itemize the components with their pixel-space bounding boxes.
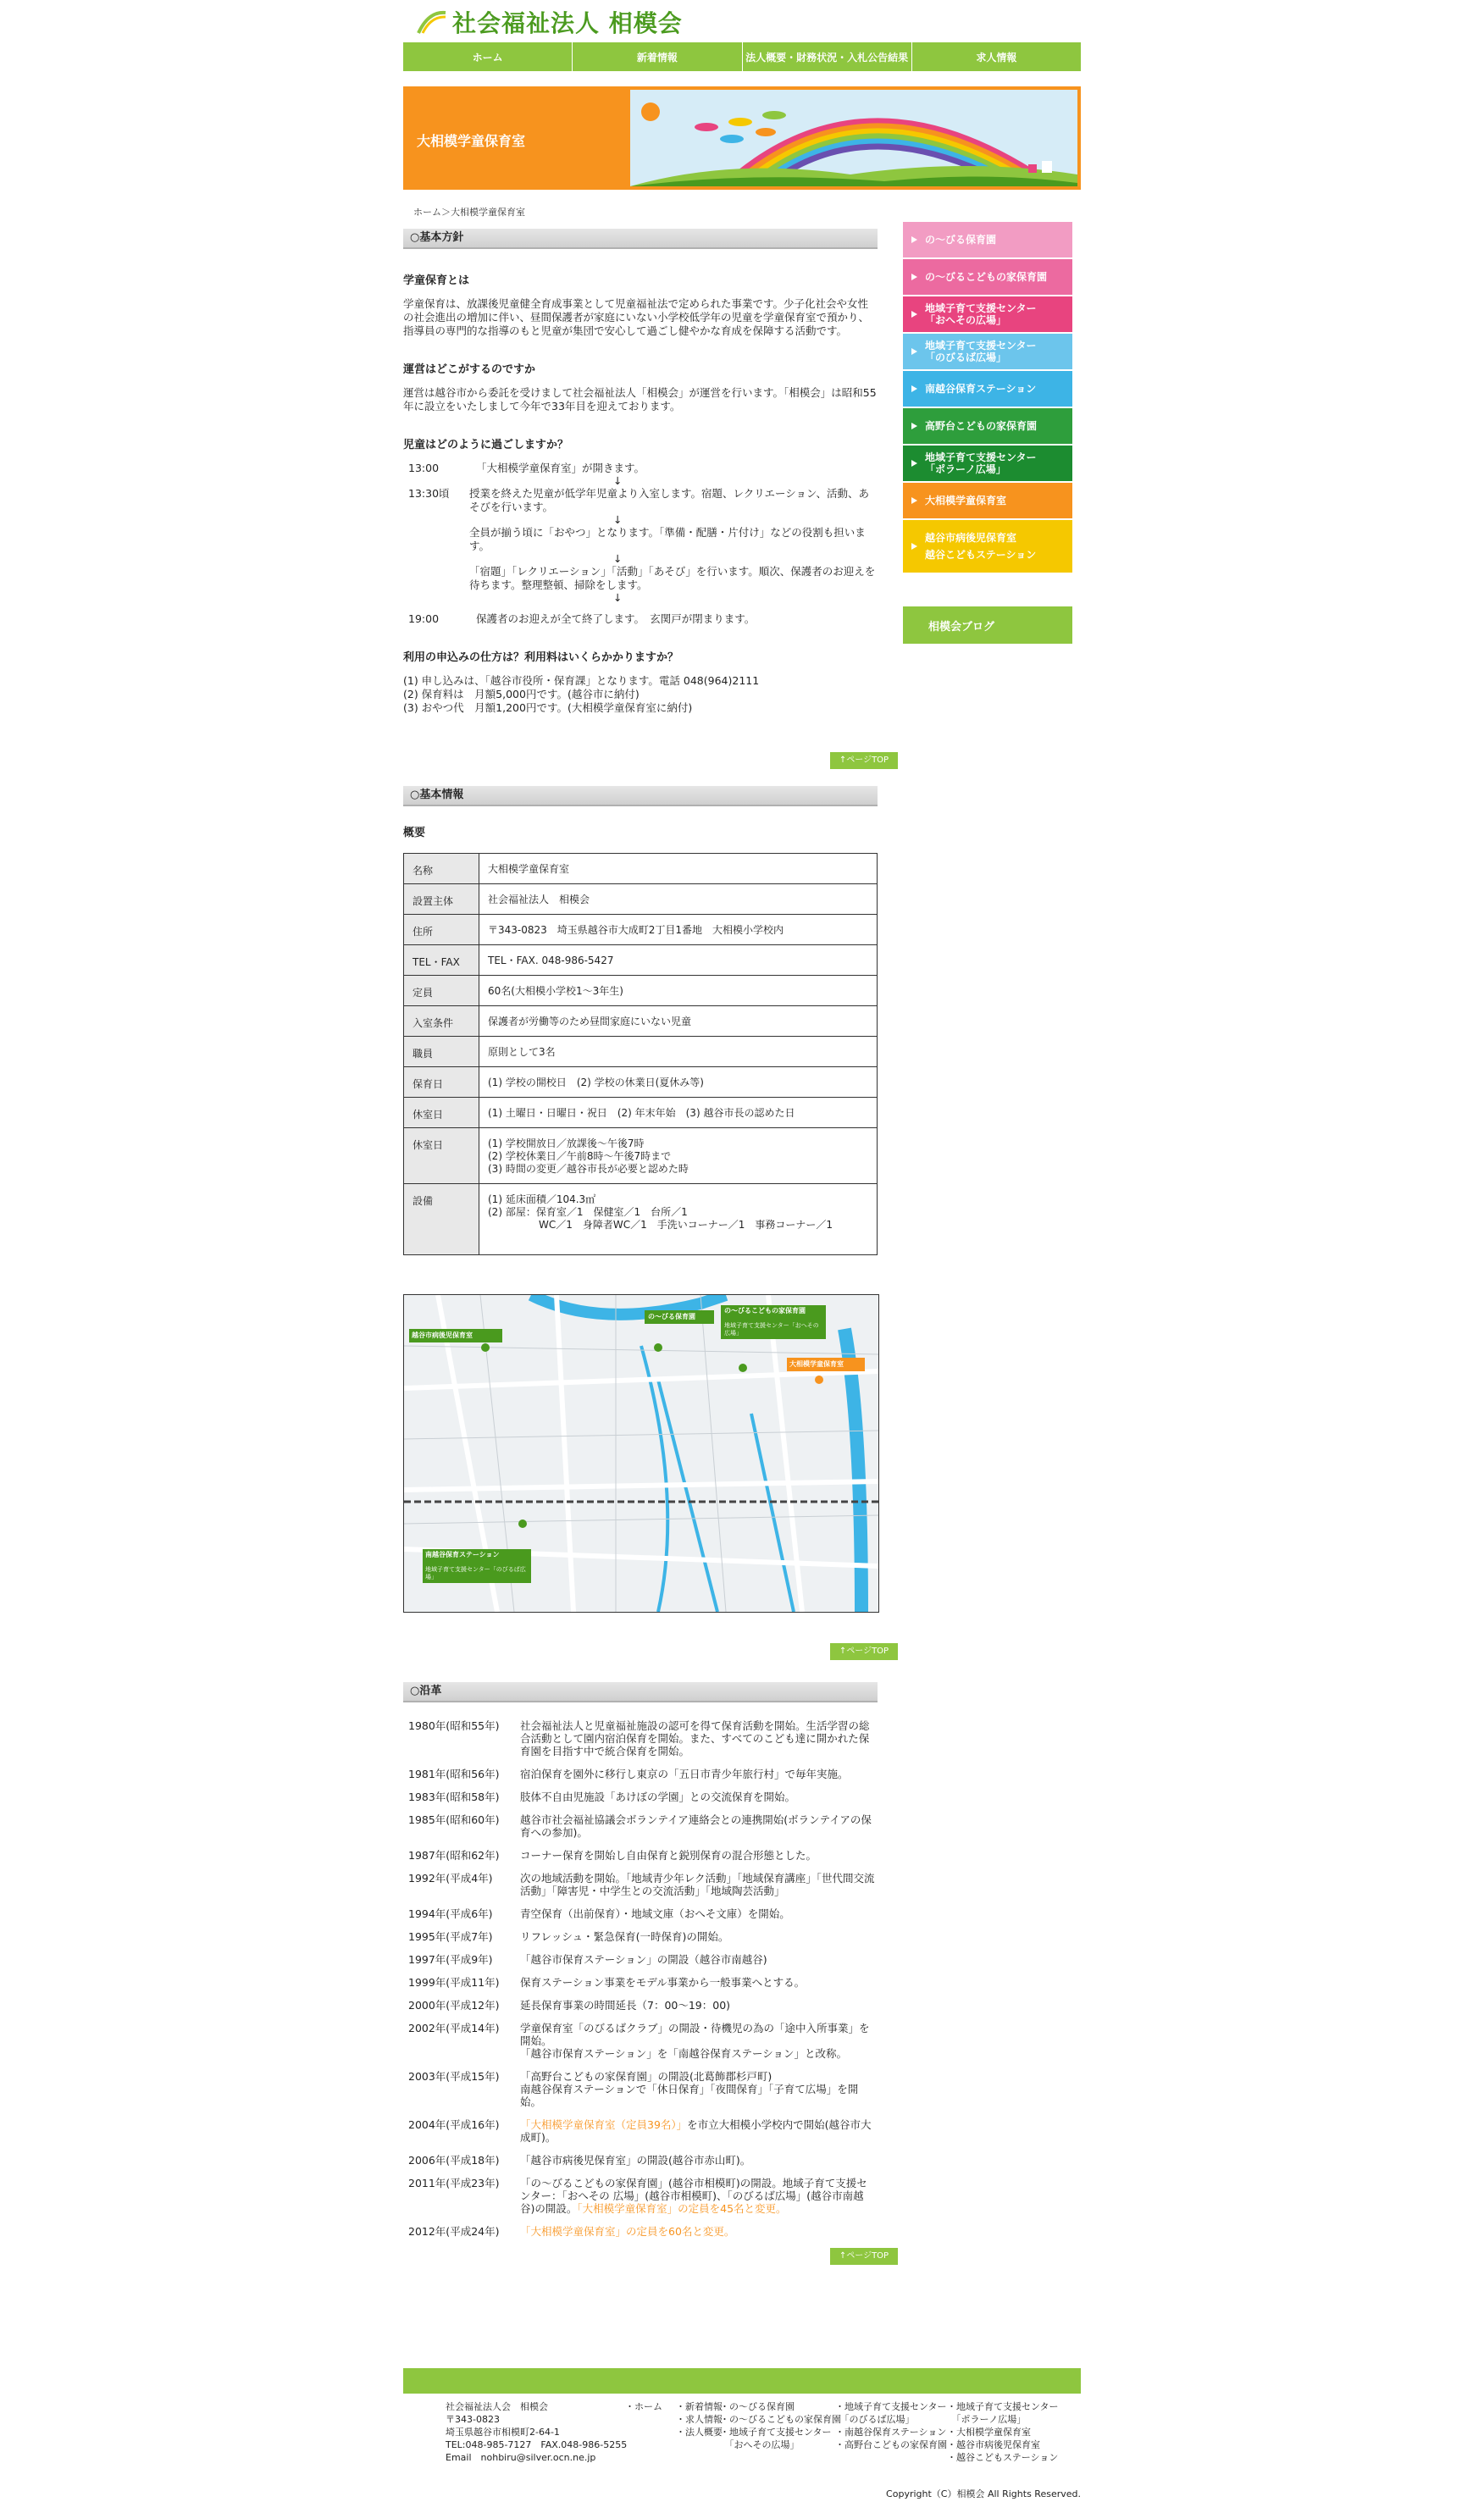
history-year: 2011年(平成23年) bbox=[408, 2177, 500, 2189]
footer-links-col1 bbox=[625, 2400, 662, 2413]
nav-about[interactable]: 法人概要・財務状況・入札公告結果 bbox=[743, 42, 912, 71]
nav-home[interactable]: ホーム bbox=[403, 42, 573, 71]
table-key: 設備 bbox=[404, 1184, 479, 1255]
fee-text: (3) おやつ代 月額1,200円です。(大相模学童保育室に納付) bbox=[403, 701, 693, 714]
history-year: 1992年(平成4年) bbox=[408, 1872, 493, 1885]
sidebar-item-polano[interactable] bbox=[903, 446, 1072, 483]
history-year: 2000年(平成12年) bbox=[408, 1999, 500, 2012]
history-year: 1980年(昭和55年) bbox=[408, 1719, 500, 1732]
sidebar-item-oheso[interactable] bbox=[903, 296, 1072, 334]
table-value: 社会福祉法人 相模会 bbox=[479, 884, 878, 915]
history-item bbox=[403, 1872, 878, 1897]
sidebar-item-label: 南越谷保育ステーション bbox=[925, 383, 1037, 395]
history-text: コーナー保育を開始し自由保育と鋭別保育の混合形態とした。 bbox=[520, 1849, 817, 1862]
arrow-down-icon: ↓ bbox=[613, 474, 623, 487]
arrow-down-icon: ↓ bbox=[613, 591, 623, 604]
rainbow-scene-icon bbox=[630, 90, 1077, 186]
table-value: 〒343-0823 埼玉県越谷市大成町2丁目1番地 大相模小学校内 bbox=[479, 915, 878, 945]
history-year: 1983年(昭和58年) bbox=[408, 1791, 500, 1803]
sidebar-item-label: の～びる保育園 bbox=[925, 234, 997, 246]
map-label: 南越谷保育ステーション bbox=[425, 1551, 500, 1558]
table-row bbox=[404, 1184, 878, 1255]
history-text: 「の～びるこどもの家保育園」(越谷市相模町)の開設。地域子育て支援センター：「おへその 広場」(越谷市相模町)、「のびるば広場」(越谷市南越谷)の開設。 bbox=[520, 2177, 867, 2215]
site-logo[interactable] bbox=[417, 5, 683, 39]
section-heading-history: ○沿革 bbox=[403, 1682, 878, 1702]
schedule-time: 13:00 bbox=[408, 462, 440, 474]
hero-rainbow-illustration bbox=[630, 90, 1077, 186]
footer-link[interactable]: ・求人情報 bbox=[676, 2414, 723, 2425]
sidebar-item-noobiru[interactable] bbox=[903, 222, 1072, 259]
history-item bbox=[403, 1719, 878, 1757]
table-row bbox=[404, 915, 878, 945]
history-highlight: 「大相模学童保育室」の定員を45名と変更。 bbox=[577, 2202, 787, 2215]
history-year: 2012年(平成24年) bbox=[408, 2225, 500, 2238]
history-year: 2004年(平成16年) bbox=[408, 2118, 500, 2131]
sidebar-item-label: 地域子育て支援センター 「おへその広場」 bbox=[925, 302, 1037, 326]
history-text: リフレッシュ・緊急保育(一時保育)の開始。 bbox=[520, 1930, 729, 1943]
footer-address bbox=[446, 2400, 627, 2464]
history-item bbox=[403, 2154, 878, 2167]
breadcrumb: ホーム＞大相模学童保育室 bbox=[413, 207, 525, 218]
schedule-text: 「宿題」「レクリエーション」「活動」「あそび」を行います。順次、保護者のお迎えを待ちます。整理整頓、掃除をします。 bbox=[469, 565, 876, 591]
history-text: 「高野台こどもの家保育園」の開設(北葛飾郡杉戸町) 南越谷保育ステーションで「休日保育」「夜間保育」「子育て広場」を開始。 bbox=[520, 2070, 859, 2108]
schedule-time: 19:00 bbox=[408, 612, 440, 625]
history-text: 保育ステーション事業をモデル事業から一般事業へとする。 bbox=[520, 1976, 806, 1989]
table-value: (1) 延床面積／104.3㎡ (2) 部屋：保育室／1 保健室／1 台所／1 WC／1 身障者WC／1 手洗いコーナー／1 事務コーナー／1 bbox=[479, 1184, 878, 1255]
table-row bbox=[404, 854, 878, 884]
map-label: 地域子育て支援センター「おへその広場」 bbox=[724, 1322, 819, 1337]
answer-text: 運営は越谷市から委託を受けまして社会福祉法人「相模会」が運営を行います。「相模会」は昭和55年に設立をいたしまして今年で33年目を迎えております。 bbox=[403, 386, 877, 412]
table-row bbox=[404, 976, 878, 1006]
table-key: TEL・FAX bbox=[404, 945, 479, 976]
history-text: 次の地域活動を開始。「地域青少年レク活動」「地域保育講座」「世代間交流活動」「障害児・中学生との交流活動」「地域陶芸活動」 bbox=[520, 1872, 875, 1897]
footer-link[interactable]: ・高野台こどもの家保育園 bbox=[835, 2439, 947, 2450]
table-key: 職員 bbox=[404, 1037, 479, 1067]
table-value: 60名(大相模小学校1～3年生) bbox=[479, 976, 878, 1006]
history-year: 2003年(平成15年) bbox=[408, 2070, 500, 2083]
question-heading: 運営はどこがするのですか bbox=[403, 363, 536, 376]
sidebar-item-oosagami[interactable] bbox=[903, 483, 1072, 520]
footer-links-col3 bbox=[720, 2400, 841, 2451]
sidebar-item-takanodai[interactable] bbox=[903, 408, 1072, 446]
footer-link[interactable]: ・越谷こどもステーション bbox=[947, 2452, 1059, 2463]
daily-schedule bbox=[403, 462, 878, 626]
history-year: 1987年(昭和62年) bbox=[408, 1849, 500, 1862]
sidebar-nav bbox=[903, 222, 1072, 644]
sidebar-item-byougoji[interactable] bbox=[903, 520, 1072, 574]
footer-phone: TEL:048-985-7127 FAX.048-986-5255 bbox=[446, 2439, 628, 2450]
rainbow-logo-icon bbox=[417, 9, 447, 35]
page-top-button[interactable]: ↑ページTOP bbox=[830, 2248, 898, 2265]
page-top-button[interactable]: ↑ページTOP bbox=[830, 1643, 898, 1660]
footer-link[interactable]: ・南越谷保育ステーション bbox=[835, 2427, 947, 2438]
arrow-down-icon: ↓ bbox=[613, 552, 623, 565]
schedule-text: 授業を終えた児童が低学年児童より入室します。宿題、レクリエーション、活動、あそびを行います。 bbox=[469, 487, 870, 513]
info-table bbox=[403, 853, 878, 1255]
table-row bbox=[404, 1037, 878, 1067]
history-text: 青空保育（出前保育）・地域文庫（おへそ文庫）を開始。 bbox=[520, 1907, 790, 1920]
history-text: 宿泊保育を園外に移行し東京の「五日市青少年旅行村」で毎年実施。 bbox=[520, 1768, 849, 1780]
footer-links-col5 bbox=[947, 2400, 1059, 2464]
footer-link[interactable]: ・新着情報 bbox=[676, 2401, 723, 2412]
history-item bbox=[403, 1849, 878, 1862]
footer-link[interactable]: ・ホーム bbox=[625, 2401, 662, 2412]
table-key: 入室条件 bbox=[404, 1006, 479, 1037]
sidebar-item-label: 越谷市病後児保育室 越谷こどもステーション bbox=[925, 532, 1037, 561]
history-text: 延長保育事業の時間延長（7：00～19：00) bbox=[520, 1999, 731, 2012]
info-subheading: 概要 bbox=[403, 827, 426, 839]
table-key: 定員 bbox=[404, 976, 479, 1006]
sidebar-item-noobiru-kodomo[interactable] bbox=[903, 259, 1072, 296]
history-item bbox=[403, 1791, 878, 1803]
table-row bbox=[404, 1098, 878, 1128]
map-label: 越谷市病後児保育室 bbox=[412, 1331, 473, 1339]
footer-street: 埼玉県越谷市相模町2-64-1 bbox=[446, 2427, 560, 2438]
history-text: 「越谷市病後児保育室」の開設(越谷市赤山町)。 bbox=[520, 2154, 751, 2167]
site-logo-text: 社会福祉法人 相模会 bbox=[452, 9, 683, 37]
history-item bbox=[403, 1953, 878, 1966]
blog-banner-label: 相模会ブログ bbox=[928, 620, 995, 634]
table-key: 設置主体 bbox=[404, 884, 479, 915]
sidebar-item-label: 大相模学童保育室 bbox=[925, 495, 1007, 506]
table-key: 休室日 bbox=[404, 1128, 479, 1184]
table-value: (1) 学校開放日／放課後～午後7時 (2) 学校休業日／午前8時～午後7時まで (3) 時間の変更／越谷市長が必要と認めた時 bbox=[479, 1128, 878, 1184]
schedule-text: 保護者のお迎えが全て終了します。 玄関戸が閉まります。 bbox=[476, 612, 756, 625]
history-item bbox=[403, 2022, 878, 2060]
area-map[interactable] bbox=[403, 1294, 879, 1613]
question-heading: 児童はどのように過ごしますか？ bbox=[403, 439, 569, 451]
table-key: 休室日 bbox=[404, 1098, 479, 1128]
nav-recruit[interactable]: 求人情報 bbox=[976, 51, 1017, 64]
history-item bbox=[403, 2070, 878, 2108]
history-item bbox=[403, 1976, 878, 1989]
table-value: (1) 学校の開校日 (2) 学校の休業日(夏休み等) bbox=[479, 1067, 878, 1098]
history-list bbox=[403, 1719, 878, 2238]
history-year: 1997年(平成9年) bbox=[408, 1953, 493, 1966]
blog-banner[interactable] bbox=[903, 606, 1072, 644]
history-year: 1994年(平成6年) bbox=[408, 1907, 493, 1920]
table-key: 名称 bbox=[404, 854, 479, 884]
hero-title: 大相模学童保育室 bbox=[417, 133, 526, 149]
arrow-down-icon: ↓ bbox=[613, 513, 623, 526]
table-value: TEL・FAX. 048-986-5427 bbox=[479, 945, 878, 976]
sidebar-item-label: の～びるこどもの家保育園 bbox=[925, 271, 1048, 283]
table-value: 原則として3名 bbox=[479, 1037, 878, 1067]
section-heading-info: ○基本情報 bbox=[403, 786, 878, 806]
sidebar-item-label: 地域子育て支援センター 「のびるば広場」 bbox=[925, 340, 1037, 363]
footer-email: Email nohbiru@silver.ocn.ne.jp bbox=[446, 2452, 596, 2463]
history-text: 社会福祉法人と児童福祉施設の認可を得て保育活動を開始。生活学習の総合活動として園内宿泊保育を開始。また、すべてのこども達に開かれた保育園を目指す中で統合保育を開始。 bbox=[520, 1719, 870, 1757]
history-text: 肢体不自由児施設「あけぼの学園」との交流保育を開始。 bbox=[520, 1791, 796, 1803]
footer-link[interactable]: ・の～びる保育園 bbox=[720, 2401, 795, 2412]
table-row bbox=[404, 945, 878, 976]
footer-link[interactable]: ・地域子育て支援センター 「ポラーノ広場」 bbox=[947, 2401, 1059, 2425]
history-year: 2002年(平成14年) bbox=[408, 2022, 500, 2034]
table-value: 大相模学童保育室 bbox=[479, 854, 878, 884]
map-label: の～びるこどもの家保育園 bbox=[724, 1307, 806, 1315]
street-map-icon bbox=[404, 1295, 878, 1612]
history-year: 1995年(平成7年) bbox=[408, 1930, 493, 1943]
table-key: 保育日 bbox=[404, 1067, 479, 1098]
history-year: 2006年(平成18年) bbox=[408, 2154, 500, 2167]
history-item bbox=[403, 1999, 878, 2012]
table-row bbox=[404, 1067, 878, 1098]
table-key: 住所 bbox=[404, 915, 479, 945]
map-label: の～びる保育園 bbox=[648, 1313, 695, 1320]
footer-links-col2 bbox=[676, 2400, 723, 2438]
history-text: 越谷市社会福祉協議会ボランテイア連絡会との連携開始(ボランテイアの保育への参加)。 bbox=[520, 1813, 872, 1839]
sidebar-item-label: 地域子育て支援センター 「ポラーノ広場」 bbox=[925, 451, 1037, 475]
fee-text: (2) 保育料は 月額5,000円です。(越谷市に納付) bbox=[403, 688, 640, 700]
section-heading-policy: ○基本方針 bbox=[403, 229, 878, 249]
history-text: を市立大相模小学校内で開始(越谷市大成町)。 bbox=[520, 2118, 872, 2144]
schedule-text: 全員が揃う頃に「おやつ」となります。「準備・配膳・片付け」などの役割も担います。 bbox=[469, 526, 866, 552]
question-heading: 利用の申込みの仕方は？利用料はいくらかかりますか？ bbox=[403, 651, 679, 664]
history-item bbox=[403, 1768, 878, 1780]
history-text: 学童保育室「のびるばクラブ」の開設・待機児の為の「途中入所事業」を開始。 「越谷市保育ステーション」を「南越谷保育ステーション」と改称。 bbox=[520, 2022, 870, 2060]
footer-link[interactable]: ・地域子育て支援センター 「おへその広場」 bbox=[720, 2427, 832, 2450]
table-row bbox=[404, 1006, 878, 1037]
footer-links-col4 bbox=[835, 2400, 947, 2451]
history-item bbox=[403, 1930, 878, 1943]
footer-link[interactable]: ・地域子育て支援センター 「のびるば広場」 bbox=[835, 2401, 947, 2425]
footer-org-name: 社会福祉法人会 相模会 bbox=[446, 2401, 548, 2412]
history-year: 1981年(昭和56年) bbox=[408, 1768, 500, 1780]
history-item bbox=[403, 2225, 878, 2238]
history-item bbox=[403, 2177, 878, 2215]
footer-postcode: 〒343-0823 bbox=[446, 2414, 500, 2425]
sidebar-item-nobiruba[interactable] bbox=[903, 334, 1072, 371]
fee-text: (1) 申し込みは、「越谷市役所・保育課」となります。電話 048(964)2111 bbox=[403, 674, 760, 687]
schedule-time: 13:30頃 bbox=[408, 487, 450, 500]
history-highlight: 「大相模学童保育室」の定員を60名と変更。 bbox=[520, 2225, 735, 2238]
history-year: 1999年(平成11年) bbox=[408, 1976, 500, 1989]
global-nav bbox=[403, 42, 1081, 71]
footer-link[interactable]: ・の～びるこどもの家保育園 bbox=[720, 2414, 841, 2425]
history-item bbox=[403, 1907, 878, 1920]
history-item bbox=[403, 2118, 878, 2144]
table-row bbox=[404, 1128, 878, 1184]
sidebar-item-label: 高野台こどもの家保育園 bbox=[925, 420, 1038, 432]
table-value: 保護者が労働等のため昼間家庭にいない児童 bbox=[479, 1006, 878, 1037]
table-row bbox=[404, 884, 878, 915]
page-top-button[interactable]: ↑ページTOP bbox=[830, 752, 898, 769]
footer-bar bbox=[403, 2368, 1081, 2394]
main-content bbox=[403, 229, 889, 2265]
copyright: Copyright（C）相模会 All Rights Reserved. bbox=[886, 2488, 1081, 2499]
answer-text: 学童保育は、放課後児童健全育成事業として児童福祉法で定められた事業です。少子化社会や女性の社会進出の増加に伴い、昼間保護者が家庭にいない小学校低学年の児童を学童保育室で預かり、指導員の専門的な指導のもと児童が集団で安心して過ごし健やかな育成を保障する活動です。 bbox=[403, 297, 870, 337]
hero-banner bbox=[403, 86, 1081, 190]
history-highlight: 「大相模学童保育室（定員39名）」 bbox=[520, 2118, 688, 2131]
map-label: 地域子育て支援センター「のびるば広場」 bbox=[425, 1566, 526, 1580]
question-heading: 学童保育とは bbox=[403, 274, 470, 287]
history-year: 1985年(昭和60年) bbox=[408, 1813, 500, 1826]
sidebar-item-minamikoshigaya[interactable] bbox=[903, 371, 1072, 408]
footer-link[interactable]: ・法人概要 bbox=[676, 2427, 723, 2438]
footer-link[interactable]: ・大相模学童保育室 bbox=[947, 2427, 1031, 2438]
schedule-text: 「大相模学童保育室」が開きます。 bbox=[476, 462, 645, 474]
nav-news[interactable]: 新着情報 bbox=[573, 42, 742, 71]
footer-link[interactable]: ・越谷市病後児保育室 bbox=[947, 2439, 1040, 2450]
map-label: 大相模学童保育室 bbox=[789, 1360, 844, 1368]
history-item bbox=[403, 1813, 878, 1839]
history-text: 「越谷市保育ステーション」の開設（越谷市南越谷) bbox=[520, 1953, 767, 1966]
table-value: (1) 土曜日・日曜日・祝日 (2) 年末年始 (3) 越谷市長の認めた日 bbox=[479, 1098, 878, 1128]
